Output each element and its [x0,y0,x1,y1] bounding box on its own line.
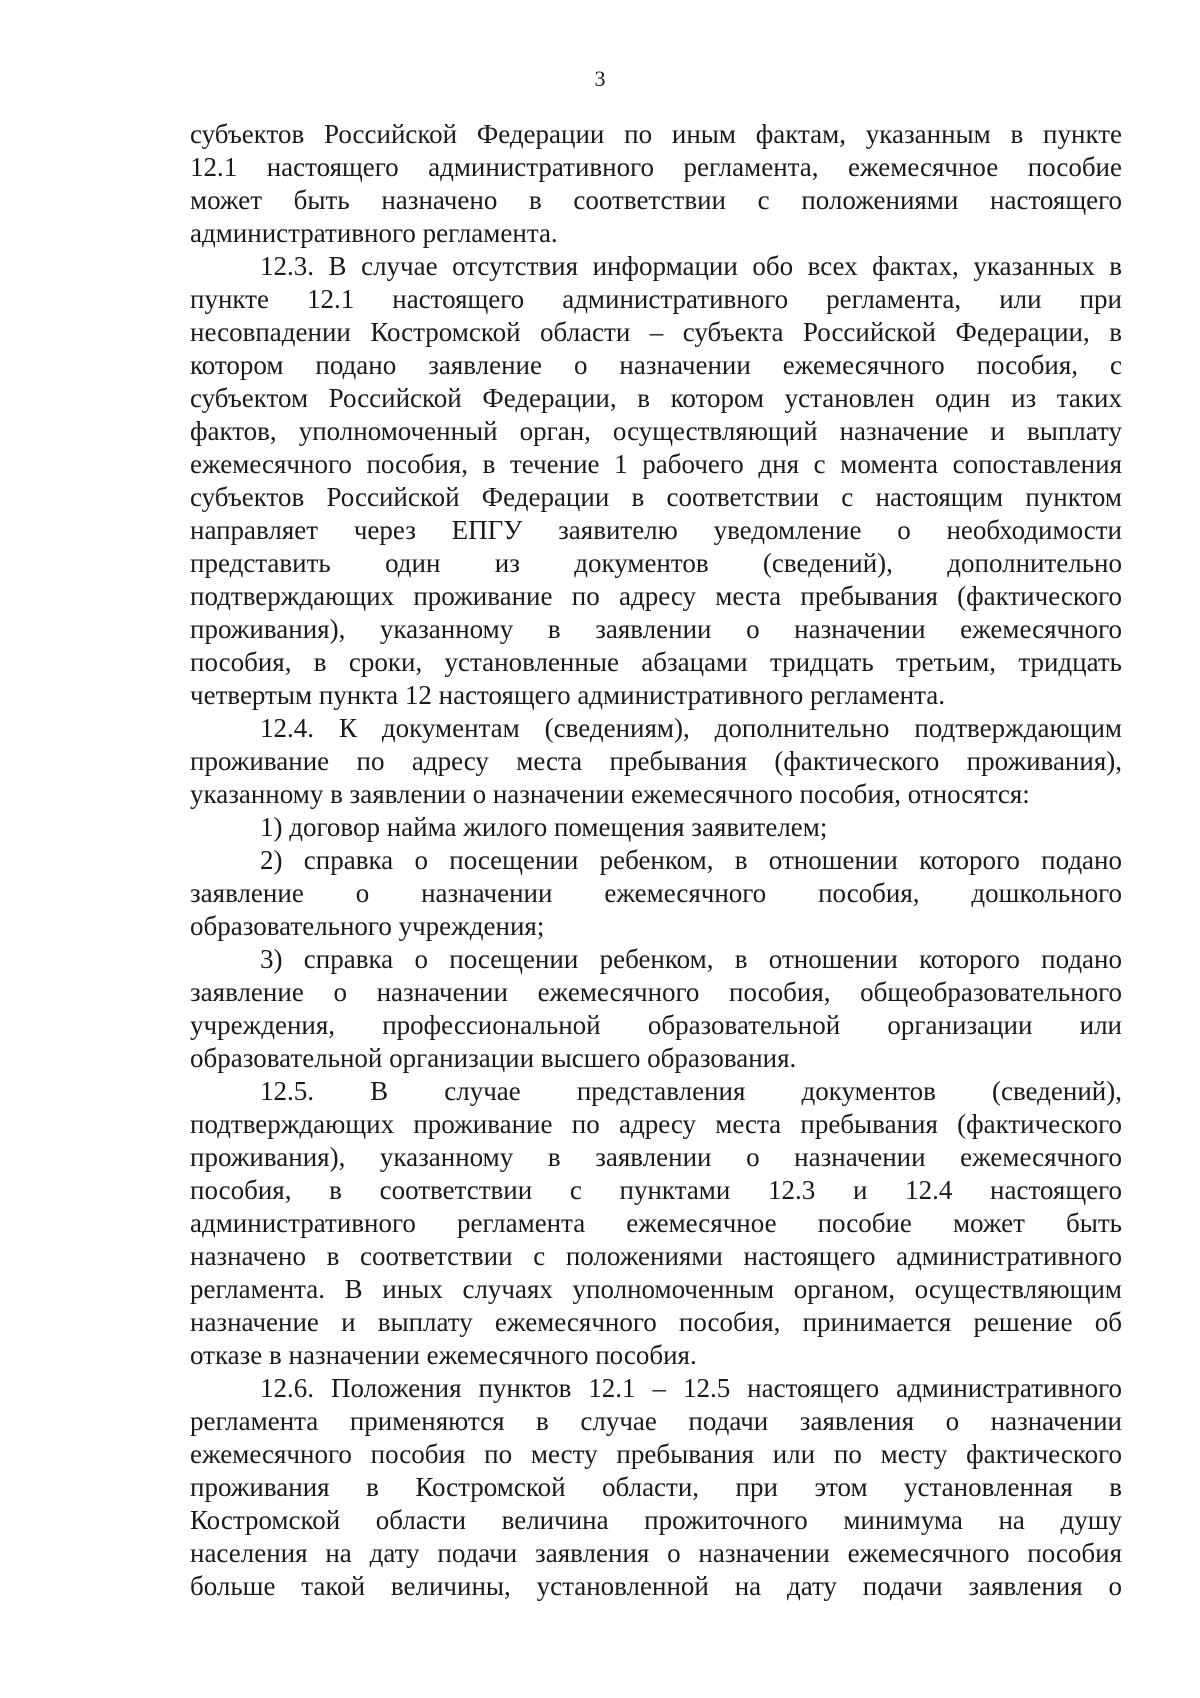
text-line: административного регламента. [190,218,558,248]
text-line: субъектом Российской Федерации, в котором установлен один из таких [190,383,1122,413]
text-line: подтверждающих проживание по адресу места пребывания (фактического [190,581,1122,611]
text-line: 12.1 настоящего административного регламента, ежемесячное пособие [190,152,1122,182]
text-line: образовательного учреждения; [190,911,545,941]
text-line: 3) справка о посещении ребенком, в отношении которого подано [260,944,1122,974]
text-line: регламента применяются в случае подачи заявления о назначении [190,1406,1122,1436]
text-line: заявление о назначении ежемесячного пособия, дошкольного [190,878,1122,908]
text-line: 12.5. В случае представления документов (сведений), [260,1076,1122,1106]
text-line: субъектов Российской Федерации в соответствии с настоящим пунктом [190,482,1122,512]
text-line: ежемесячного пособия по месту пребывания или по месту фактического [190,1439,1122,1469]
text-line: 1) договор найма жилого помещения заявителем; [260,812,828,842]
text-line: заявление о назначении ежемесячного пособия, общеобразовательного [190,977,1122,1007]
text-line: проживания), указанному в заявлении о назначении ежемесячного [190,614,1122,644]
text-line: административного регламента ежемесячное пособие может быть [190,1208,1122,1238]
text-line: назначено в соответствии с положениями настоящего административного [190,1241,1122,1271]
document-body [190,118,1122,1603]
text-line: 12.6. Положения пунктов 12.1 – 12.5 настоящего административного [260,1373,1122,1403]
text-line: пособия, в сроки, установленные абзацами тридцать третьим, тридцать [190,647,1122,677]
text-line: регламента. В иных случаях уполномоченным органом, осуществляющим [190,1274,1122,1304]
text-line: отказе в назначении ежемесячного пособия. [190,1340,697,1370]
text-line: 12.3. В случае отсутствия информации обо всех фактах, указанных в [260,251,1122,281]
text-line: ежемесячного пособия, в течение 1 рабочего дня с момента сопоставления [190,449,1122,479]
text-line: проживания в Костромской области, при этом установленная в [190,1472,1122,1502]
text-line: 12.4. К документам (сведениям), дополнительно подтверждающим [260,713,1122,743]
text-line: образовательной организации высшего образования. [190,1043,797,1073]
text-line: котором подано заявление о назначении ежемесячного пособия, с [190,350,1122,380]
text-line: представить один из документов (сведений), дополнительно [190,548,1122,578]
text-line: 2) справка о посещении ребенком, в отношении которого подано [260,845,1122,875]
text-line: указанному в заявлении о назначении ежемесячного пособия, относятся: [190,779,1030,809]
text-line: проживание по адресу места пребывания (фактического проживания), [190,746,1122,776]
text-line: пункте 12.1 настоящего административного регламента, или при [190,284,1122,314]
text-line: четвертым пункта 12 настоящего административного регламента. [190,680,945,710]
text-line: субъектов Российской Федерации по иным фактам, указанным в пункте [190,119,1122,149]
text-line: назначение и выплату ежемесячного пособия, принимается решение об [190,1307,1122,1337]
text-line: направляет через ЕПГУ заявителю уведомление о необходимости [190,515,1122,545]
text-line: больше такой величины, установленной на дату подачи заявления о [190,1571,1122,1601]
text-line: населения на дату подачи заявления о назначении ежемесячного пособия [190,1538,1122,1568]
text-line: Костромской области величина прожиточного минимума на душу [190,1505,1122,1535]
text-line: пособия, в соответствии с пунктами 12.3 и 12.4 настоящего [190,1175,1122,1205]
text-line: проживания), указанному в заявлении о назначении ежемесячного [190,1142,1122,1172]
text-line: несовпадении Костромской области – субъекта Российской Федерации, в [190,317,1122,347]
text-line: может быть назначено в соответствии с положениями настоящего [190,185,1122,215]
page-number: 3 [594,66,606,91]
text-line: фактов, уполномоченный орган, осуществляющий назначение и выплату [190,416,1122,446]
text-line: учреждения, профессиональной образовательной организации или [190,1010,1122,1040]
text-line: подтверждающих проживание по адресу места пребывания (фактического [190,1109,1122,1139]
